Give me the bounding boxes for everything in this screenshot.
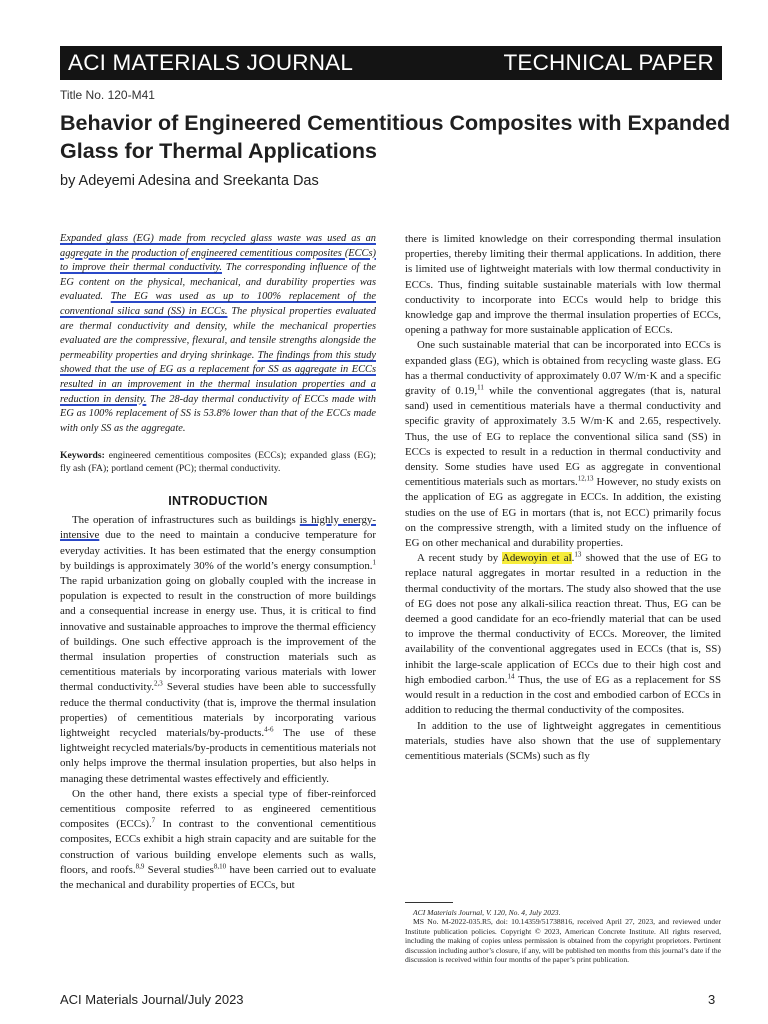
citation: 2,3 <box>153 679 163 688</box>
text-run: Several studies <box>144 863 214 876</box>
footnote-details: MS No. M-2022-035.R5, doi: 10.14359/51738816, received April 27, 2023, and reviewed under Institute publication policies. Copyright © 2023, American Concrete Institute. All rights reserved, including the making of copies unless permission is obtained from the copyright proprietors. Pertinent discussion including author’s closure, if any, will be published ten months from this journal’s date if the discussion is received within four months of the paper’s print publication. <box>405 917 721 965</box>
right-paragraph-1: there is limited knowledge on their corresponding thermal insulation properties, thereby limiting their thermal applications. In addition, there is limited use of lightweight materials with low thermal conductivity in ECCs. Thus, finding suitable sustainable materials with low thermal conductivity to incorporate into ECCs would help to bridge this knowledge gap and improve the thermal insulation properties of ECCs, opening a pathway for more sustainable application of ECCs. <box>405 233 721 337</box>
journal-name: ACI MATERIALS JOURNAL <box>68 50 354 75</box>
text-run: The use of these lightweight recycled materials/by-products in cementitious materials not only helps improve the thermal insulation properties, but also helps in managing these detrimental wastes effectively and efficiently. <box>60 726 377 785</box>
citation: 12,13 <box>577 474 594 483</box>
citation: 14 <box>507 672 515 681</box>
text-run: due to the need to maintain a conducive temperature for everyday activities. It has been estimated that the energy consumption by buildings is approximately 30% of the world’s energy consumption. <box>60 529 376 572</box>
footnote-divider <box>405 902 453 903</box>
journal-header-bar <box>60 46 722 80</box>
abstract <box>60 232 376 436</box>
publication-footnote <box>405 908 721 964</box>
intro-paragraph-1 <box>60 513 376 787</box>
citation: 13 <box>574 550 582 559</box>
text-run: However, no study exists on the application of EG as aggregate in ECCs. In addition, the existing studies on the use of EG in mortars (that is, not ECC) primarily focus on the compressive strength, with a limited study on the influence of EG on other mechanical and durability properties. <box>405 476 721 550</box>
citation: 8,10 <box>213 862 227 871</box>
abstract-text-4: The physical properties evaluated are thermal conductivity and density, while the mechanical properties evaluated are the compressive, flexural, and tensile strengths alongside the permeability properties and drying shrinkage. <box>60 305 376 361</box>
keywords <box>60 450 376 476</box>
keywords-text: engineered cementitious composites (ECCs); expanded glass (EG); fly ash (FA); portland cement (PC); thermal conductivity. <box>60 450 376 475</box>
citation: 11 <box>477 383 484 392</box>
text-run: The operation of infrastructures such as buildings <box>72 514 300 527</box>
text-run: have been carried out to evaluate the mechanical and durability properties of ECCs, but <box>60 863 377 891</box>
text-run: On the other hand, there exists a special type of fiber-reinforced cementitious composite referred to as engineered cementitious composites (ECCs). <box>60 787 376 831</box>
right-paragraph-4: In addition to the use of lightweight aggregates in cementitious materials, studies have also shown that the use of supplementary cementitious materials (SCMs) such as fly <box>405 719 721 762</box>
keywords-label: Keywords: <box>60 450 105 462</box>
highlighted-author: Adewoyin et al <box>501 552 572 565</box>
text-run: Thus, the use of EG as a replacement for SS would result in a reduction in the cost and embodied carbon of ECCs in addition to reducing the thermal conductivity of the composites. <box>405 673 722 717</box>
paper-title: Behavior of Engineered Cementitious Composites with Expanded Glass for Thermal Applications <box>60 111 731 163</box>
page-number: 3 <box>708 992 716 1007</box>
abstract-underlined-1: Expanded glass (EG) made from recycled glass waste was used as an aggregate in the production of engineered cementitious composites (ECCs) to improve their thermal conductivity. <box>60 233 376 274</box>
underlined-phrase: is highly energy-intensive <box>60 514 376 542</box>
footnote-journal-line: ACI Materials Journal, V. 120, No. 4, July 2023. <box>413 908 561 917</box>
title-number: Title No. 120-M41 <box>60 88 155 102</box>
abstract-underlined-5: The findings from this study showed that the use of EG as a replacement for SS as aggregate in ECCs resulted in an improvement in the thermal insulation properties and a reduction in density. <box>60 349 377 405</box>
text-run: One such sustainable material that can be incorporated into ECCs is expanded glass (EG), which is obtained from recycling waste glass. EG has a thermal conductivity of approximately 0.07 W/m·K and a specific gravity of 0.19, <box>405 339 721 398</box>
right-paragraph-2 <box>405 338 721 551</box>
citation: 8,9 <box>135 862 145 871</box>
right-paragraph-3 <box>405 551 721 718</box>
introduction-heading: INTRODUCTION <box>168 493 268 508</box>
citation: 4-6 <box>264 725 274 734</box>
text-run: Several studies have been able to successfully reduce the thermal conductivity (that is, improve the thermal insulation properties) of cementitious materials by incorporating various lightweight recycled materials/by-products. <box>60 681 376 739</box>
section-label: TECHNICAL PAPER <box>503 50 714 75</box>
intro-paragraph-2 <box>60 787 376 893</box>
text-run: while the conventional aggregates (that is, natural sand) used in cementitious materials have a thermal conductivity and specific gravity of approximately 3.5 W/m·K and 2.65, respectively. Thus, the use of EG to replace the conventional silica sand (SS) in ECCs is expected to result in a reduction in thermal conductivity and density. Some studies have used EG as aggregate in conventional cementitious materials such as mortars. <box>405 385 721 489</box>
right-column <box>405 232 721 764</box>
footer-journal-date: ACI Materials Journal/July 2023 <box>60 992 244 1007</box>
text-run: The rapid urbanization going on globally coupled with the increase in population is expected to result in the construction of more buildings and a consequential increase in energy use. Thus, it is critical to find innovative and sustainable approaches to improve the thermal efficiency of buildings. One such effective approach is the improvement of the thermal insulation properties of construction materials such as cementitious materials by incorporating various materials with lower thermal conductivity. <box>60 574 376 694</box>
abstract-underlined-3: The EG was used as up to 100% replacement of the conventional silica sand (SS) in ECCs. <box>60 291 376 317</box>
left-column <box>60 232 376 893</box>
text-run: In contrast to the conventional cementitious composites, ECCs exhibit a high strain capacity and are suitable for the construction of various building envelope elements such as walls, floors, and roofs. <box>60 818 376 876</box>
abstract-text-2: The corresponding influence of the EG content on the physical, mechanical, and durability properties was evaluated. <box>60 262 377 303</box>
abstract-text-6: The 28-day thermal conductivity of ECCs made with EG as 100% replacement of SS is 53.8% lower than that of the ECCs made with only SS as the aggregate. <box>60 393 377 434</box>
citation: 7 <box>151 816 156 825</box>
text-run: . <box>571 552 575 565</box>
citation: 1 <box>372 558 376 567</box>
author-line: by Adeyemi Adesina and Sreekanta Das <box>60 173 319 189</box>
text-run: A recent study by <box>417 552 502 565</box>
text-run: showed that the use of EG to replace natural aggregates in mortar resulted in a reduction in the thermal conductivity of the mortars. The study also showed that the use of EG does not pose any alkali-silica reaction threat. Thus, EG can be deemed a good candidate for an eco-friendly material that can be used to improve the thermal conductivity of ECCs. Moreover, the limited availability of the conventional aggregates used in ECCs (that is, SS) inhibit the large-scale application of ECCs due to their high cost and high embodied carbon. <box>405 552 721 686</box>
